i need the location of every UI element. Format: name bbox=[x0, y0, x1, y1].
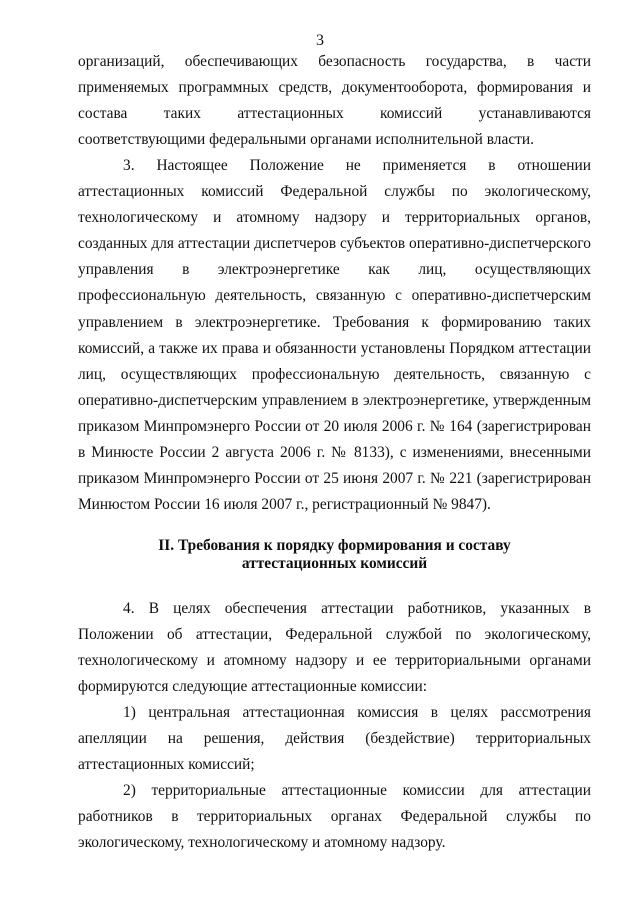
section-heading-line-1: II. Требования к порядку формирования и составу bbox=[158, 537, 511, 554]
paragraph-3: 3. Настоящее Положение не применяется в отношении аттестационных комиссий Федеральной службы по экологическому, технологическому и атомному надзору и территориальных органов, созданных для аттестации диспетчеров субъектов оперативно-диспетчерского управления в электроэнергетике как лиц, осуществляющих профессиональную деятельность, связанную с оперативно-диспетчерским управлением в электроэнергетике. Требования к формированию таких комиссий, а также их права и обязанности установлены Порядком аттестации лиц, осуществляющих профессиональную деятельность, связанную с оперативно-диспетчерским управлением в электроэнергетике, утвержденным приказом Минпромэнерго России от 20 июля 2006 г. № 164 (зарегистрирован в Минюсте России 2 августа 2006 г. № 8133), с изменениями, внесенными приказом Минпромэнерго России от 25 июня 2007 г. № 221 (зарегистрирован Минюстом России 16 июля 2007 г., регистрационный № 9847). bbox=[78, 157, 591, 514]
paragraph-4: 4. В целях обеспечения аттестации работников, указанных в Положении об аттестации, Федеральной службой по экологическому, технологическому и атомному надзору и ее территориальными органами формируются следующие аттестационные комиссии: bbox=[78, 600, 591, 696]
page-number: 3 bbox=[316, 32, 324, 49]
list-item-1: 1) центральная аттестационная комиссия в целях рассмотрения апелляции на решения, действия (бездействие) территориальных аттестационных комиссий; bbox=[78, 704, 591, 774]
section-heading bbox=[78, 537, 591, 573]
section-heading-line-2: аттестационных комиссий bbox=[241, 555, 428, 572]
list-item-2: 2) территориальные аттестационные комиссии для аттестации работников в территориальных органах Федеральной службы по экологическому, технологическому и атомному надзору. bbox=[78, 782, 591, 852]
paragraph-continuation: организаций, обеспечивающих безопасность государства, в части применяемых программных средств, документооборота, формирования и состава таких аттестационных комиссий устанавливаются соответствующими федеральными органами исполнительной власти. bbox=[78, 53, 591, 149]
